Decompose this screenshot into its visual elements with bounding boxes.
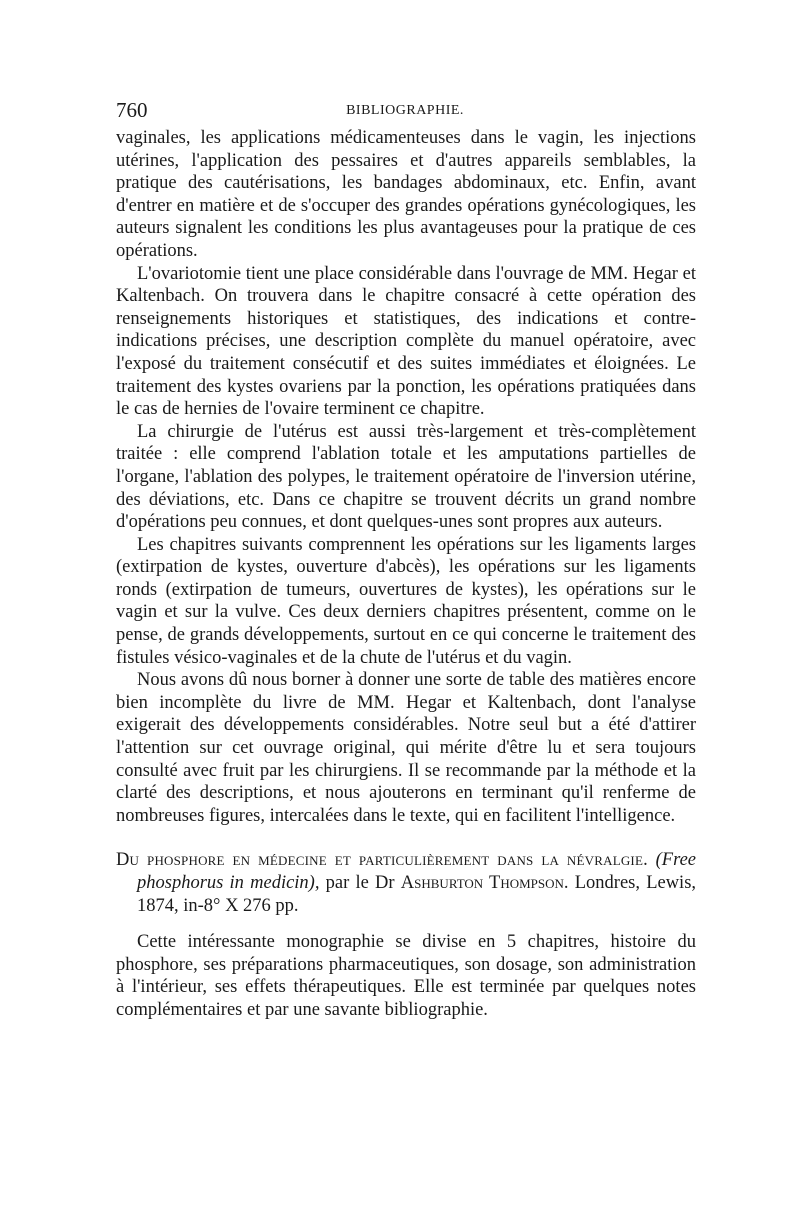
paragraph-continuation: vaginales, les applications médicamenteuses dans le vagin, les injections utérines, l'application des pessaires et d'autres appareils semblables, la pratique des cautérisations, les bandages abdominaux, etc. Enfin, avant d'entrer en matière et de s'occuper des grandes opérations gynécologiques, les auteurs signalent les conditions les plus avantageuses pour la pratique de ces opérations. (116, 128, 696, 261)
paragraph-monograph-summary: Cette intéressante monographie se divise en 5 chapitres, histoire du phosphore, ses préparations pharmaceutiques, son dosage, son administration à l'intérieur, ses effets thérapeutiques. Elle est terminée par quelques notes complémentaires et par une savante bibliographie. (116, 932, 696, 1020)
entry-original-title: (Free phosphorus in medicin), (137, 850, 697, 893)
entry-title: Du phosphore en médecine et particulièrement dans la névralgie. (116, 850, 648, 871)
body-text (116, 127, 696, 1022)
paragraph-ovariotomy: L'ovariotomie tient une place considérable dans l'ouvrage de MM. Hegar et Kaltenbach. On trouvera dans le chapitre consacré à cette opération des renseignements historiques et statistiques, des indications et contre-indications précises, une description complète du manuel opératoire, avec l'exposé du traitement consécutif et des suites immédiates et éloignées. Le traitement des kystes ovariens par la ponction, les opérations pratiquées dans le cas de hernies de l'ovaire terminent ce chapitre. (116, 263, 696, 420)
paragraph-conclusion: Nous avons dû nous borner à donner une sorte de table des matières encore bien incomplète du livre de MM. Hegar et Kaltenbach, dont l'analyse exigerait des développements considérables. Notre seul but a été d'attirer l'attention sur cet ouvrage original, qui mérite d'être lu et sera toujours consulté avec fruit par les chirurgiens. Il se recommande par la méthode et la clarté des descriptions, et nous ajouterons en terminant qu'il renferme de nombreuses figures, intercalées dans le texte, qui en facilitent l'intelligence. (116, 670, 696, 826)
entry-publication: Londres, Lewis, 1874, in-8° X 276 pp. (137, 873, 697, 916)
spacer (116, 917, 696, 931)
entry-author-prefix: Dr (375, 873, 395, 893)
paragraph-uterus-surgery: La chirurgie de l'utérus est aussi très-largement et très-complètement traitée : elle comprend l'ablation totale et les amputations partielles de l'organe, l'ablation des polypes, le traitement opératoire de l'inversion utérine, des déviations, etc. Dans ce chapitre se trouvent décrits un grand nombre d'opérations peu connues, et dont quelques-unes sont propres aux auteurs. (116, 421, 696, 533)
entry-by: par le (325, 873, 369, 893)
paragraph-ligament-chapters: Les chapitres suivants comprennent les opérations sur les ligaments larges (extirpation de kystes, ouverture d'abcès), les opérations sur les ligaments ronds (extirpation de tumeurs, ouvertures de kystes), les opérations sur le vagin et sur la vulve. Ces deux derniers chapitres présentent, comme on le pense, de grands développements, surtout en ce qui concerne le traitement des fistules vésico-vaginales et de la chute de l'utérus et du vagin. (116, 534, 696, 668)
running-title: BIBLIOGRAPHIE. (346, 103, 464, 118)
page-header (116, 98, 694, 126)
page-number: 760 (116, 98, 148, 122)
entry-author-name: Ashburton Thompson. (400, 873, 569, 893)
bibliography-entry (116, 849, 696, 917)
